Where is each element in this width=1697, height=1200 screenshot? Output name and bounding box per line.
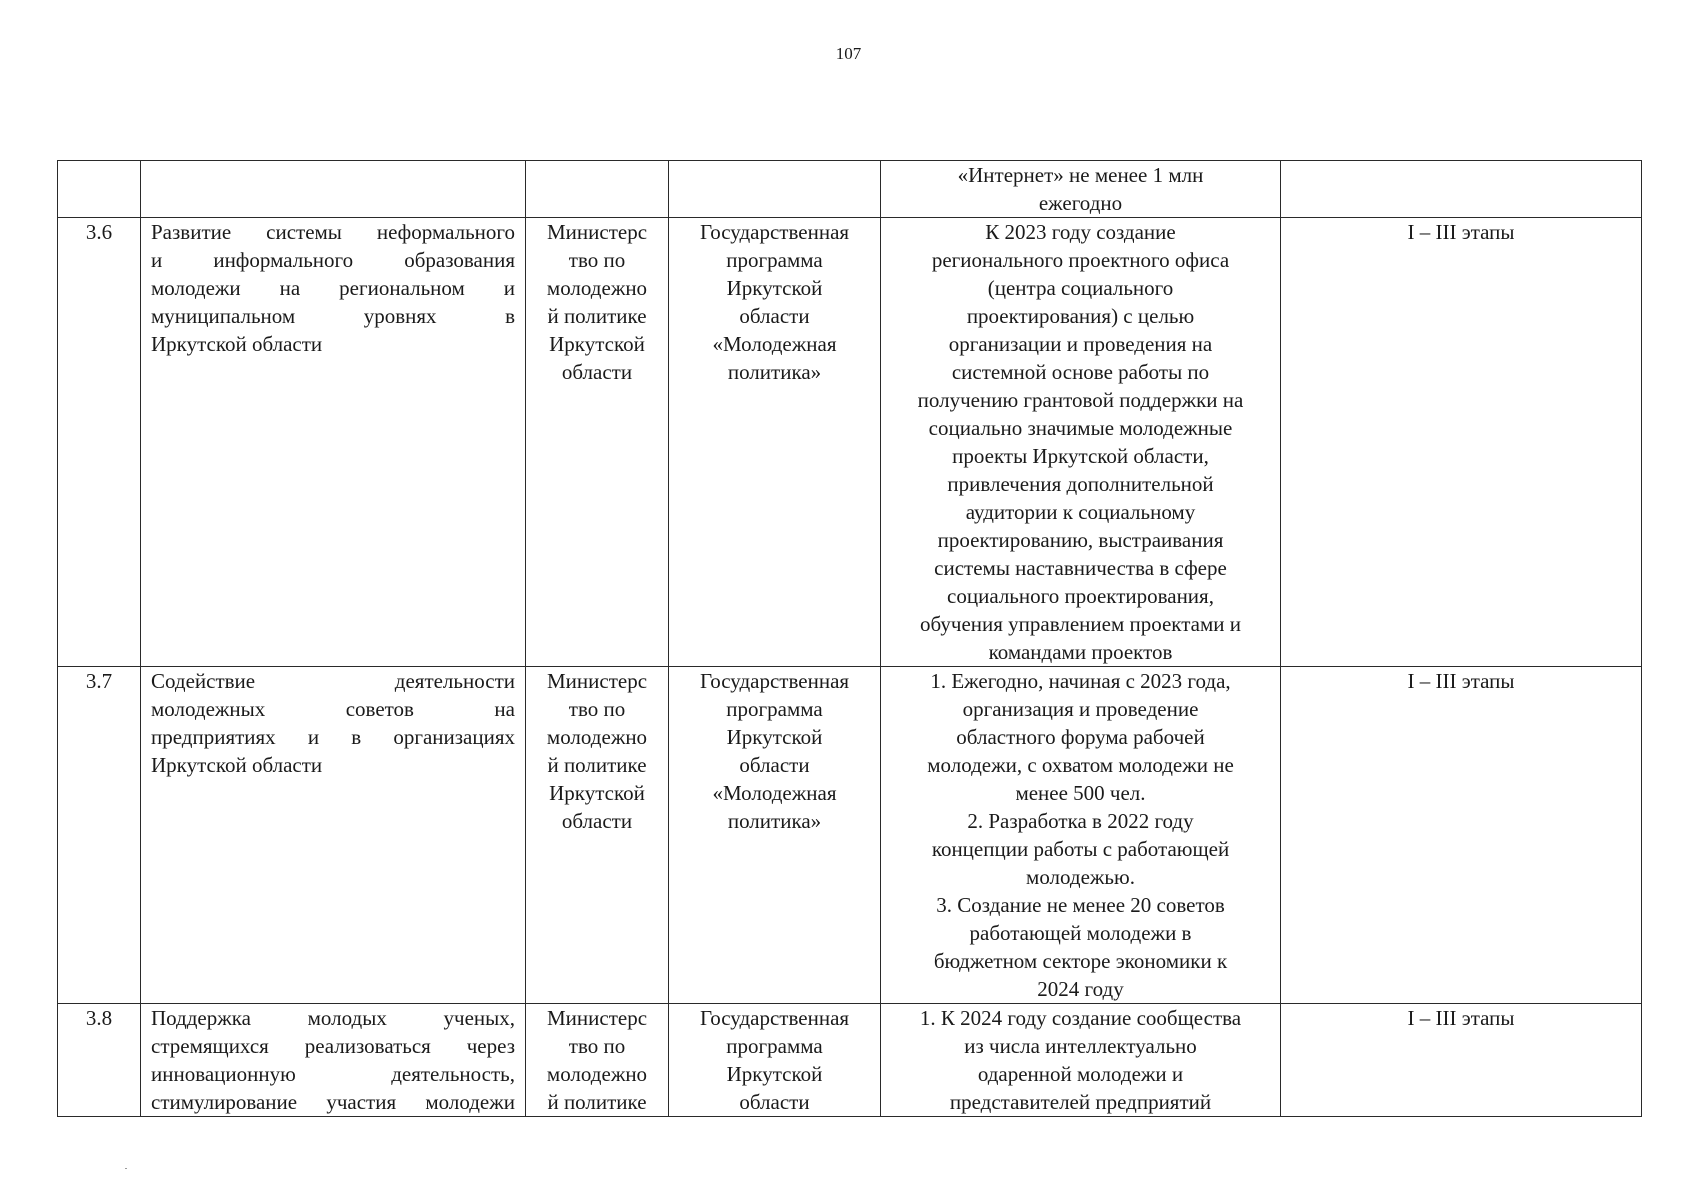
row-number: 3.6 xyxy=(58,218,141,667)
result-line: командами проектов xyxy=(988,640,1173,664)
scan-artifact xyxy=(125,1168,127,1169)
result-line: (центра социального xyxy=(987,276,1174,300)
name-line: предприятиях и в организациях xyxy=(151,725,515,749)
result-line: 1. Ежегодно, начиная с 2023 года, xyxy=(930,669,1231,693)
result-line: проектирования) с целью xyxy=(966,304,1195,328)
cell-num xyxy=(58,161,141,218)
result-line: одаренной молодежи и xyxy=(977,1062,1184,1086)
program-line: программа xyxy=(726,1034,823,1058)
result-line: К 2023 году создание xyxy=(985,220,1176,244)
cell-stage xyxy=(1281,161,1642,218)
result-line: ежегодно xyxy=(1038,191,1123,215)
table-row xyxy=(58,218,1642,667)
result-line: социального проектирования, xyxy=(947,584,1214,608)
name-line: молодежных советов на xyxy=(151,697,515,721)
responsible-line: й политике xyxy=(547,1090,647,1114)
name-line: молодежи на региональном и xyxy=(151,276,515,300)
cell-result xyxy=(881,161,1281,218)
responsible xyxy=(526,667,669,1004)
responsible-line: тво по xyxy=(568,697,626,721)
program-line: области xyxy=(739,1090,810,1114)
responsible-line: области xyxy=(561,360,633,384)
responsible xyxy=(526,1004,669,1117)
program-line: программа xyxy=(726,697,823,721)
program-line: «Молодежная xyxy=(712,332,837,356)
measure-name xyxy=(141,1004,526,1117)
name-line: Содействие деятельности xyxy=(151,669,515,693)
result-line: молодежью. xyxy=(1026,865,1135,889)
responsible-line: й политике xyxy=(547,304,647,328)
result-line: бюджетном секторе экономики к xyxy=(933,949,1228,973)
cell-program xyxy=(669,161,881,218)
program-line: области xyxy=(739,753,810,777)
program-line: Иркутской xyxy=(726,1062,823,1086)
responsible-line: Министерс xyxy=(546,1006,648,1030)
table-row xyxy=(58,1004,1642,1117)
program-line: программа xyxy=(726,248,823,272)
page-number: 107 xyxy=(835,44,862,63)
measure-name xyxy=(141,667,526,1004)
responsible-line: Министерс xyxy=(546,220,648,244)
table-row-continuation xyxy=(58,161,1642,218)
result-line: менее 500 чел. xyxy=(1015,781,1146,805)
responsible-line: й политике xyxy=(547,753,647,777)
result-line: 3. Создание не менее 20 советов xyxy=(936,893,1225,917)
program-line: политика» xyxy=(727,360,822,384)
name-line: Иркутской области xyxy=(151,753,323,777)
program xyxy=(669,1004,881,1117)
result-line: концепции работы с работающей xyxy=(931,837,1230,861)
program xyxy=(669,218,881,667)
responsible-line: Иркутской xyxy=(549,332,645,356)
stage: I – III этапы xyxy=(1281,667,1642,1004)
name-line: Развитие системы неформального xyxy=(151,220,515,244)
result-line: организации и проведения на xyxy=(948,332,1213,356)
cell-responsible xyxy=(526,161,669,218)
result-line: представителей предприятий xyxy=(949,1090,1212,1114)
program-line: области xyxy=(739,304,810,328)
result-line: организация и проведение xyxy=(962,697,1199,721)
result-line: проектированию, выстраивания xyxy=(937,528,1224,552)
program-line: Иркутской xyxy=(726,725,823,749)
expected-result xyxy=(881,1004,1281,1117)
responsible-line: тво по xyxy=(568,248,626,272)
cell-name xyxy=(141,161,526,218)
stage: I – III этапы xyxy=(1281,1004,1642,1117)
responsible-line: Министерс xyxy=(546,669,648,693)
result-line: молодежи, с охватом молодежи не xyxy=(927,753,1234,777)
result-line: системной основе работы по xyxy=(951,360,1210,384)
responsible-line: молодежно xyxy=(546,276,648,300)
program xyxy=(669,667,881,1004)
result-line: 2024 году xyxy=(1037,977,1124,1001)
name-line: инновационную деятельность, xyxy=(151,1062,515,1086)
result-line: обучения управлением проектами и xyxy=(920,612,1241,636)
result-line: из числа интеллектуально xyxy=(964,1034,1197,1058)
result-line: 2. Разработка в 2022 году xyxy=(967,809,1194,833)
result-line: социально значимые молодежные xyxy=(928,416,1233,440)
table-row xyxy=(58,667,1642,1004)
expected-result xyxy=(881,667,1281,1004)
name-line: Поддержка молодых ученых, xyxy=(151,1006,515,1030)
name-line: Иркутской области xyxy=(151,332,323,356)
responsible-line: молодежно xyxy=(546,725,648,749)
row-number: 3.8 xyxy=(58,1004,141,1117)
result-line: регионального проектного офиса xyxy=(931,248,1230,272)
result-line: получению грантовой поддержки на xyxy=(917,388,1244,412)
result-line: «Интернет» не менее 1 млн xyxy=(957,163,1204,187)
result-line: 1. К 2024 году создание сообщества xyxy=(919,1006,1242,1030)
responsible-line: тво по xyxy=(568,1034,626,1058)
name-line: и информального образования xyxy=(151,248,515,272)
result-line: работающей молодежи в xyxy=(969,921,1192,945)
result-line: аудитории к социальному xyxy=(965,500,1196,524)
name-line: стимулирование участия молодежи xyxy=(151,1090,515,1114)
responsible-line: Иркутской xyxy=(549,781,645,805)
program-line: Государственная xyxy=(699,1006,850,1030)
responsible xyxy=(526,218,669,667)
program-line: Государственная xyxy=(699,220,850,244)
result-line: проекты Иркутской области, xyxy=(952,444,1209,468)
result-line: системы наставничества в сфере xyxy=(934,556,1227,580)
expected-result xyxy=(881,218,1281,667)
result-line: областного форума рабочей xyxy=(956,725,1205,749)
result-line: привлечения дополнительной xyxy=(947,472,1214,496)
program-line: политика» xyxy=(727,809,822,833)
name-line: стремящихся реализоваться через xyxy=(151,1034,515,1058)
measure-name xyxy=(141,218,526,667)
program-line: Государственная xyxy=(699,669,850,693)
measures-table xyxy=(57,160,1642,1117)
row-number: 3.7 xyxy=(58,667,141,1004)
responsible-line: области xyxy=(561,809,633,833)
responsible-line: молодежно xyxy=(546,1062,648,1086)
program-line: «Молодежная xyxy=(712,781,837,805)
name-line: муниципальном уровнях в xyxy=(151,304,515,328)
stage: I – III этапы xyxy=(1281,218,1642,667)
program-line: Иркутской xyxy=(726,276,823,300)
